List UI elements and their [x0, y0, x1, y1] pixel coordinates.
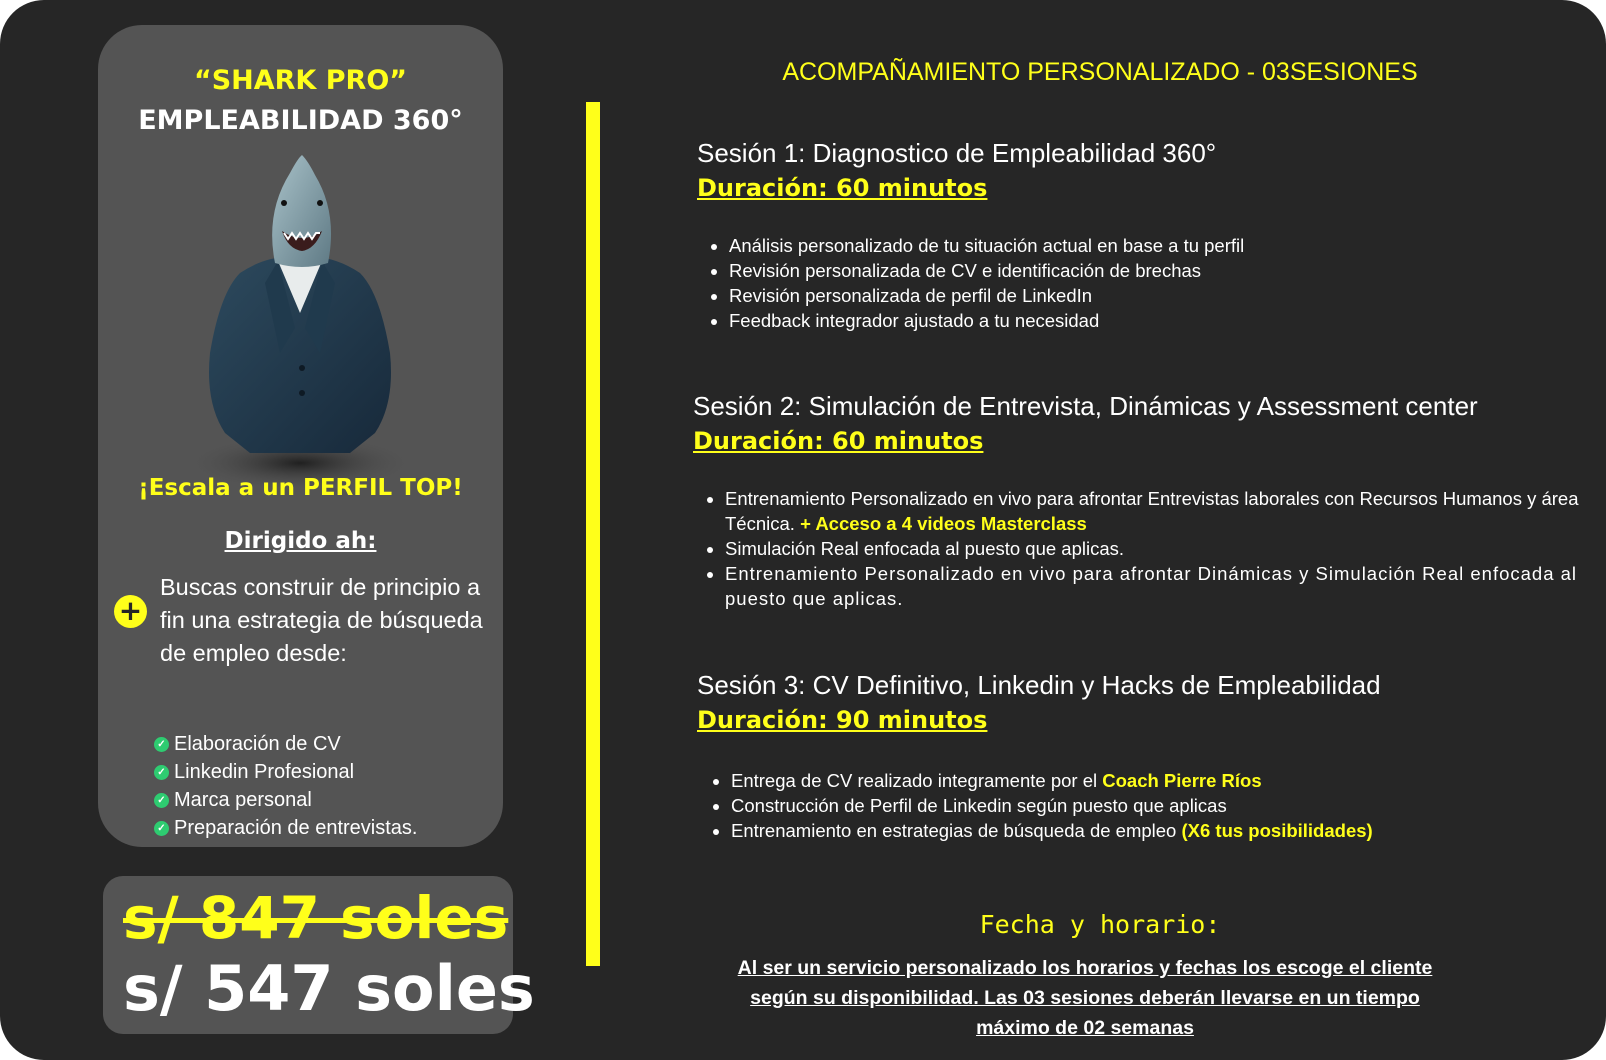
- list-item: • Entrenamiento Personalizado en vivo para afrontar Dinámicas y Simulación Real enfocada al puesto que aplicas.: [725, 561, 1585, 611]
- check-circle-icon: ✓: [154, 737, 169, 752]
- bullet-text: Entrenamiento Personalizado en vivo para afrontar Entrevistas laborales con Recursos Humanos y área Técnica.: [725, 488, 1579, 534]
- list-item: • Revisión personalizada de CV e identificación de brechas: [729, 258, 1529, 283]
- bullet-highlight: (X6 tus posibilidades): [1181, 820, 1373, 841]
- list-item: • Revisión personalizada de perfil de LinkedIn: [729, 283, 1529, 308]
- check-circle-icon: ✓: [154, 821, 169, 836]
- card-title-subtitle: EMPLEABILIDAD 360°: [138, 105, 463, 136]
- benefit-list: [154, 730, 417, 842]
- bullet-text: Entrenamiento en estrategias de búsqueda de empleo: [731, 820, 1177, 841]
- list-item: [154, 758, 417, 786]
- session-2-bullets: [693, 486, 1585, 611]
- session-1-bullets: [697, 233, 1529, 333]
- session-3-duration: Duración: 90 minutos: [697, 706, 988, 734]
- shark-in-suit-illustration: [180, 153, 420, 493]
- list-item-label: Elaboración de CV: [174, 733, 341, 755]
- session-3-title: Sesión 3: CV Definitivo, Linkedin y Hacks de Empleabilidad: [697, 670, 1381, 700]
- program-header: ACOMPAÑAMIENTO PERSONALIZADO - 03SESIONES: [782, 58, 1418, 86]
- list-item: [731, 768, 1411, 793]
- check-circle-icon: ✓: [154, 793, 169, 808]
- list-item-label: Preparación de entrevistas.: [174, 817, 418, 839]
- price-box: [103, 876, 535, 1034]
- check-circle-icon: ✓: [154, 765, 169, 780]
- bullet-highlight: Coach Pierre Ríos: [1102, 770, 1262, 791]
- target-audience-heading: Dirigido ah:: [224, 528, 377, 554]
- plus-circle-icon: +: [114, 595, 147, 628]
- list-item: [731, 818, 1411, 843]
- bullet-highlight: + Acceso a 4 videos Masterclass: [800, 513, 1087, 534]
- vertical-divider: [586, 102, 600, 966]
- list-item-label: Marca personal: [174, 789, 312, 811]
- offer-card: [98, 25, 503, 847]
- list-item: • Análisis personalizado de tu situación actual en base a tu perfil: [729, 233, 1529, 258]
- session-2-duration: Duración: 60 minutos: [693, 427, 984, 455]
- list-item-label: Linkedin Profesional: [174, 761, 355, 783]
- list-item: [154, 786, 417, 814]
- schedule-heading: Fecha y horario:: [979, 910, 1221, 939]
- list-item: • Construcción de Perfil de Linkedin según puesto que aplicas: [731, 793, 1411, 818]
- schedule-note: Al ser un servicio personalizado los horarios y fechas los escoge el cliente según su disponibilidad. Las 03 sesiones deberán llevarse en un tiempo máximo de 02 semanas: [737, 957, 1433, 1039]
- old-price: s/ 847 soles: [123, 884, 509, 952]
- list-item: • Feedback integrador ajustado a tu necesidad: [729, 308, 1529, 333]
- list-item: • Simulación Real enfocada al puesto que aplicas.: [725, 536, 1585, 561]
- bullet-text: Entrega de CV realizado integramente por el: [731, 770, 1098, 791]
- card-title-brand: “SHARK PRO”: [193, 65, 408, 96]
- session-3-bullets: [699, 768, 1411, 843]
- list-item: [154, 730, 417, 758]
- new-price: s/ 547 soles: [123, 952, 535, 1025]
- session-1-title: Sesión 1: Diagnostico de Empleabilidad 360°: [697, 138, 1217, 168]
- session-1-duration: Duración: 60 minutos: [697, 174, 988, 202]
- list-item: [154, 814, 417, 842]
- session-2-title: Sesión 2: Simulación de Entrevista, Dinámicas y Assessment center: [693, 391, 1478, 421]
- list-item: [725, 486, 1585, 536]
- tagline: ¡Escala a un PERFIL TOP!: [138, 475, 463, 501]
- audience-description: Buscas construir de principio a fin una estrategia de búsqueda de empleo desde:: [160, 574, 483, 666]
